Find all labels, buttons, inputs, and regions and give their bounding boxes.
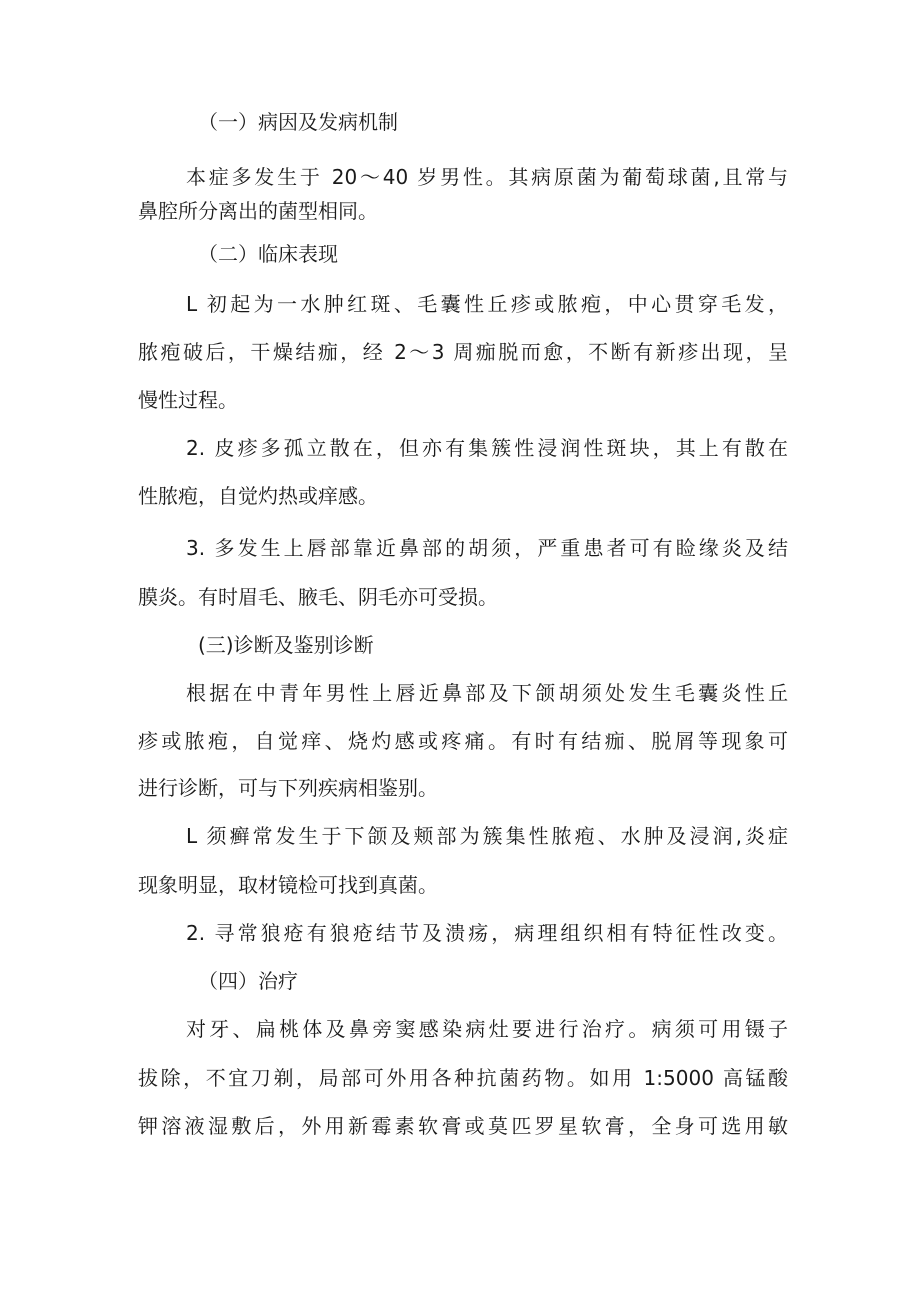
section-heading-4: （四）治疗 — [198, 969, 298, 993]
paragraph-6-line-2: 现象明显，取材镜检可找到真菌。 — [138, 873, 438, 897]
paragraph-5-line-3: 进行诊断，可与下列疾病相鉴别。 — [138, 776, 438, 800]
paragraph-8-line-3: 钾溶液湿敷后，外用新霉素软膏或莫匹罗星软膏，全身可选用敏 — [138, 1114, 788, 1138]
section-heading-2: （二）临床表现 — [198, 242, 338, 266]
paragraph-2-line-3: 慢性过程。 — [138, 388, 238, 412]
paragraph-3-line-2: 性脓疱，自觉灼热或痒感。 — [138, 484, 378, 508]
paragraph-2-line-2: 脓疱破后，干燥结痂，经 2〜3 周痂脱而愈，不断有新疹出现，呈 — [138, 340, 788, 364]
paragraph-2-line-1: L 初起为一水肿红斑、毛囊性丘疹或脓疱，中心贯穿毛发， — [186, 292, 788, 316]
paragraph-1-line-2: 鼻腔所分离出的菌型相同。 — [138, 199, 378, 223]
section-heading-1: （一）病因及发病机制 — [198, 110, 398, 134]
paragraph-8-line-2: 拔除，不宜刀剃，局部可外用各种抗菌药物。如用 1:5000 高锰酸 — [138, 1066, 788, 1090]
paragraph-7-line-1: 2. 寻常狼疮有狼疮结节及溃疡，病理组织相有特征性改变。 — [186, 921, 788, 945]
paragraph-6-line-1: L 须癣常发生于下颌及颊部为簇集性脓疱、水肿及浸润,炎症 — [186, 824, 788, 848]
paragraph-8-line-1: 对牙、扁桃体及鼻旁窦感染病灶要进行治疗。病须可用镊子 — [186, 1017, 788, 1041]
paragraph-5-line-2: 疹或脓疱，自觉痒、烧灼感或疼痛。有时有结痂、脱屑等现象可 — [138, 729, 788, 753]
paragraph-4-line-2: 膜炎。有时眉毛、腋毛、阴毛亦可受损。 — [138, 585, 498, 609]
paragraph-1-line-1: 本症多发生于 20〜40 岁男性。其病原菌为葡萄球菌,且常与 — [186, 165, 788, 189]
section-heading-3: (三)诊断及鉴别诊断 — [198, 633, 374, 657]
paragraph-4-line-1: 3. 多发生上唇部靠近鼻部的胡须，严重患者可有睑缘炎及结 — [186, 536, 788, 560]
paragraph-5-line-1: 根据在中青年男性上唇近鼻部及下颌胡须处发生毛囊炎性丘 — [186, 681, 788, 705]
paragraph-3-line-1: 2. 皮疹多孤立散在，但亦有集簇性浸润性斑块，其上有散在 — [186, 436, 788, 460]
